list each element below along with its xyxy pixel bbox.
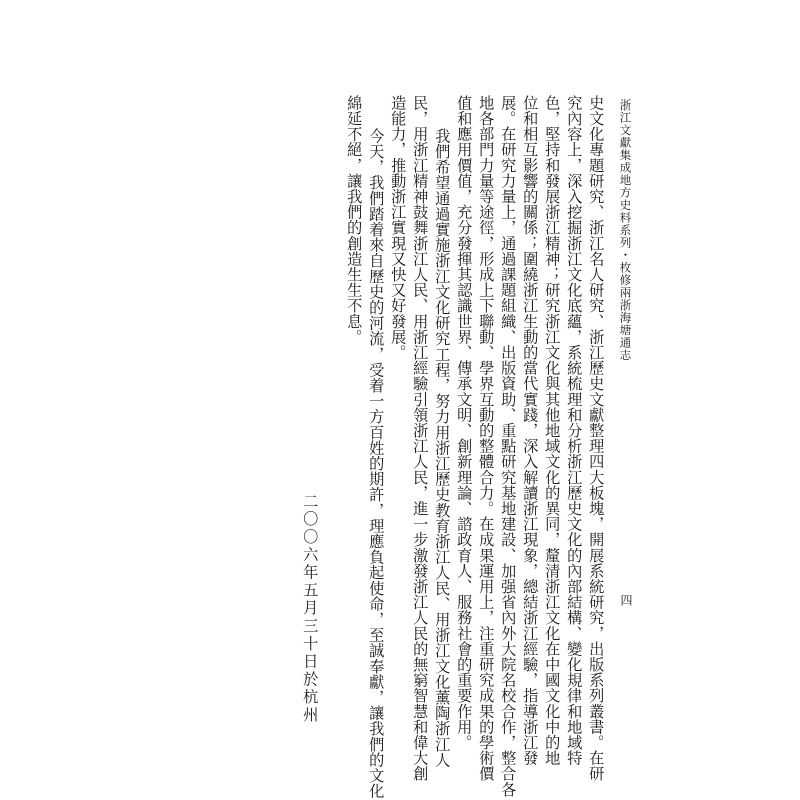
page-number: 四 [619, 594, 633, 606]
text-column: 綿延不絕，讓我們的創造生生不息。 [345, 95, 364, 345]
text-column: 色，堅持和發展浙江精神；研究浙江文化與其他地域文化的異同，釐清浙江文化在中國文化中的地 [543, 95, 562, 766]
text-column: 我們希望通過實施浙江文化研究工程，努力用浙江歷史教育浙江人民、用浙江文化薰陶浙江人 [433, 128, 452, 768]
running-header: 浙江文獻集成地方史料系列・枚修兩浙海塘通志 [618, 99, 633, 362]
text-column: 史文化專題研究、浙江名人研究、浙江歷史文獻整理四大板塊，開展系統研究，出版系列叢書。在研 [587, 95, 606, 782]
text-column: 展。在研究力量上，通過課題組織、出版資助、重點研究基地建設、加强省內外大院名校合作，整合各 [499, 95, 518, 797]
date-signature: 二〇〇六年五月三十日於杭州 [301, 493, 320, 725]
text-column: 今天，我們踏着來自歷史的河流，受着一方百姓的期許，理應負起使命，至誠奉獻，讓我們的文化 [367, 128, 386, 799]
text-column: 值和應用價值，充分發揮其認識世界、傳承文明、創新理論、諮政育人、服務社會的重要作用。 [455, 95, 474, 751]
text-column: 民，用浙江精神鼓舞浙江人民、用浙江經驗引領浙江人民，進一步激發浙江人民的無窮智慧和偉大創 [411, 95, 430, 782]
text-column: 地各部門力量等途徑，形成上下聯動、學界互動的整體合力。在成果運用上，注重研究成果的學術價 [477, 95, 496, 782]
text-column: 造能力，推動浙江實現又快又好發展。 [389, 95, 408, 361]
text-column: 位和相互影響的關係；圍繞浙江生動的當代實踐，深入解讀浙江現象，總結浙江經驗，指導浙江發 [521, 95, 540, 766]
text-column: 究內容上，深入挖掘浙江文化底蘊，系統梳理和分析浙江歷史文化的內部結構、變化規律和地域特 [565, 95, 584, 766]
